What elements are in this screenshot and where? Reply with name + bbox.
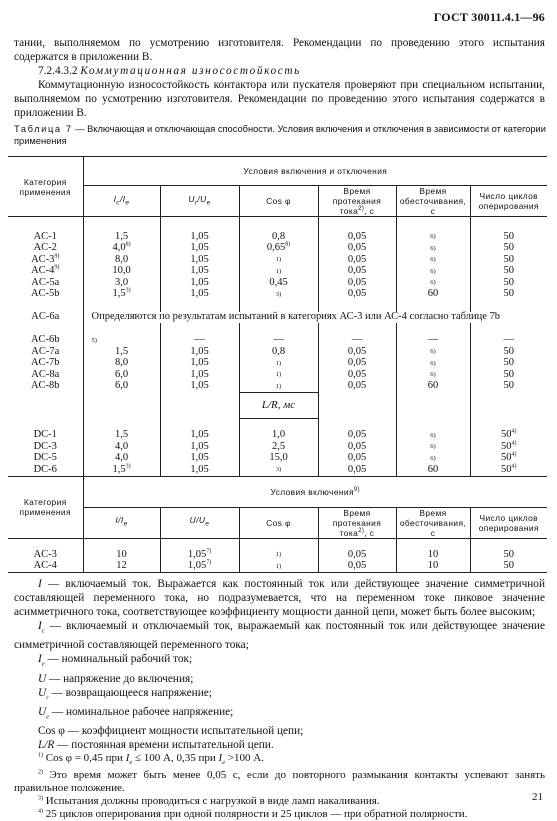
page-number: 21	[532, 791, 543, 803]
table-row: AC-8a 6,0 1,05 1) 0,05 6) 50	[8, 369, 547, 381]
col-u-ue-header: $U/U_e$	[160, 507, 239, 538]
paragraph-wear: Коммутационную износостойкость контактора или пускателя проверяют при специальном испытании, выполняемом по усмотрению изготовителя. Рекомендации по проведению этого испытания содержатся в приложении В.	[14, 79, 545, 119]
lr-header: L/R, мс	[239, 393, 318, 419]
note-lr: L/R — постоянная времени испытательной цепи.	[38, 739, 274, 751]
table-row: AC-7b 8,0 1,05 1) 0,05 6) 50	[8, 358, 547, 370]
conditions-header-2: Условия включения$^{9)}$	[83, 476, 547, 507]
table-row: DC-5 4,0 1,05 15,0 0,05 6) 50$^{4)}$	[8, 453, 547, 465]
footnote-3: $^{3)}$ Испытания должны проводиться с нагрузкой в виде ламп накаливания.	[38, 795, 380, 808]
footnote-1: $^{1)}$ Cos φ = 0,45 при $I_e \le 100$ А, 0,35 при $I_e >100$ А.	[38, 752, 264, 767]
col-cos-header-2: Cos φ	[239, 507, 318, 538]
table-row: AC-5a 3,0 1,05 0,45 0,05 6) 50	[8, 277, 547, 289]
table-row: AC-3$^{9)}$ 8,0 1,05 1) 0,05 6) 50	[8, 254, 547, 266]
footnote-2: $^{2)}$ Это время может быть менее 0,05 с, если до повторного размыкания контакты успевают занять правильное положение.	[14, 769, 545, 795]
table-row: DC-6 1,5$^{3)}$ 1,05 3) 0,05 60 50$^{4)}$	[8, 464, 547, 476]
lr-header-row	[8, 393, 547, 419]
table-notes	[14, 577, 545, 821]
table-row: AC-4 12 1,05$^{7)}$ 1) 0,05 10 50	[8, 561, 547, 573]
note-ue: $U_e$ — номинальное рабочее напряжение;	[38, 705, 234, 720]
col-cycles-header: Число циклов оперирования	[470, 186, 547, 217]
table2-subheader-row	[8, 507, 547, 538]
spacer-row	[8, 419, 547, 430]
table-row: AC-8b 6,0 1,05 1) 0,05 60 50	[8, 381, 547, 393]
category-header: Категория применения	[8, 157, 83, 217]
col-ic-ie-header: $I_c/I_e$	[83, 186, 160, 217]
table-row: DC-1 1,5 1,05 1,0 0,05 6) 50$^{4)}$	[8, 430, 547, 442]
ac6a-span-text: Определяются по результатам испытаний в категориях АС-3 или АС-4 согласно таблице 7b	[83, 312, 547, 323]
spacer-row	[8, 323, 547, 335]
note-cos: Cos φ — коэффициент мощности испытательной цепи;	[38, 725, 304, 737]
col-i-ie-header: $I/I_e$	[83, 507, 160, 538]
table-row: DC-3 4,0 1,05 2,5 0,05 6) 50$^{4)}$	[8, 441, 547, 453]
table-7	[8, 156, 547, 573]
table-header-row	[8, 157, 547, 186]
table2-header-row	[8, 476, 547, 507]
spacer-row	[8, 538, 547, 549]
category-header-2: Категория применения	[8, 476, 83, 538]
section-heading	[14, 64, 545, 78]
spacer-row	[8, 217, 547, 232]
footnote-4: $^{4)}$ 25 циклов оперирования при одной полярности и 25 циклов — при обратной полярности.	[38, 808, 468, 821]
note-u: U — напряжение до включения;	[38, 672, 194, 685]
col-ur-ue-header: $U_r/U_e$	[160, 186, 239, 217]
col-off-header-2: Время обесточивания, с	[396, 507, 470, 538]
conditions-header: Условия включения и отключения	[83, 157, 547, 186]
table-row: AC-5b 1,5$^{3)}$ 1,05 3) 0,05 60 50	[8, 289, 547, 301]
document-header: ГОСТ 30011.4.1—96	[433, 10, 545, 24]
paragraph-continuation: тании, выполняемом по усмотрению изготовителя. Рекомендации по проведению этого испытания содержатся в приложении В.	[14, 37, 545, 63]
table-subheader-row	[8, 186, 547, 217]
table-row-ac6a: AC-6a Определяются по результатам испытаний в категориях АС-3 или АС-4 согласно таблице 7b	[8, 312, 547, 323]
table-row: AC-4$^{9)}$ 10,0 1,05 1) 0,05 6) 50	[8, 266, 547, 278]
table-row: AC-3 10 1,05$^{7)}$ 1) 0,05 10 50	[8, 549, 547, 561]
section-title: Коммутационная износостойкость	[80, 65, 301, 77]
table-row: AC-1 1,5 1,05 0,8 0,05 6) 50	[8, 231, 547, 243]
col-off-header: Время обесточивания, с	[396, 186, 470, 217]
table-row: AC-2 4,0$^{8)}$ 1,05 0,65$^{8)}$ 0,05 6) 50	[8, 243, 547, 255]
table-caption-label: Таблица 7	[14, 124, 73, 134]
section-number: 7.2.4.3.2	[38, 65, 78, 77]
col-time-header: Время протекания тока$^{2)}$, с	[318, 186, 396, 217]
col-cos-header: Cos φ	[239, 186, 318, 217]
intro-text	[14, 36, 545, 120]
table-caption	[14, 124, 549, 147]
col-cycles-header-2: Число циклов оперирования	[470, 507, 547, 538]
note-ie: $I_e$ — номинальный рабочий ток;	[38, 653, 193, 668]
col-time-header-2: Время протекания тока$^{2)}$, с	[318, 507, 396, 538]
note-ic: $I_c$ — включаемый и отключаемый ток, выражаемый как постоянный ток или действующее значение симметричной составляющей переменного тока;	[14, 620, 545, 652]
table-caption-text: — Включающая и отключающая способности. Условия включения и отключения в зависимости от категории применения	[14, 124, 546, 146]
note-ur: $U_r$ — возвращающееся напряжение;	[38, 686, 212, 701]
table-row: AC-7a 1,5 1,05 0,8 0,05 6) 50	[8, 346, 547, 358]
note-i: I — включаемый ток. Выражается как постоянный ток или действующее значение симметричной составляющей переменного тока, но подразумевается, что на переменном токе пиковое значение асимметричного тока, соответствующее коэффициенту мощности данной цепи, может быть более высоким;	[14, 578, 545, 618]
table-row: AC-6b 5) — — — — —	[8, 335, 547, 347]
